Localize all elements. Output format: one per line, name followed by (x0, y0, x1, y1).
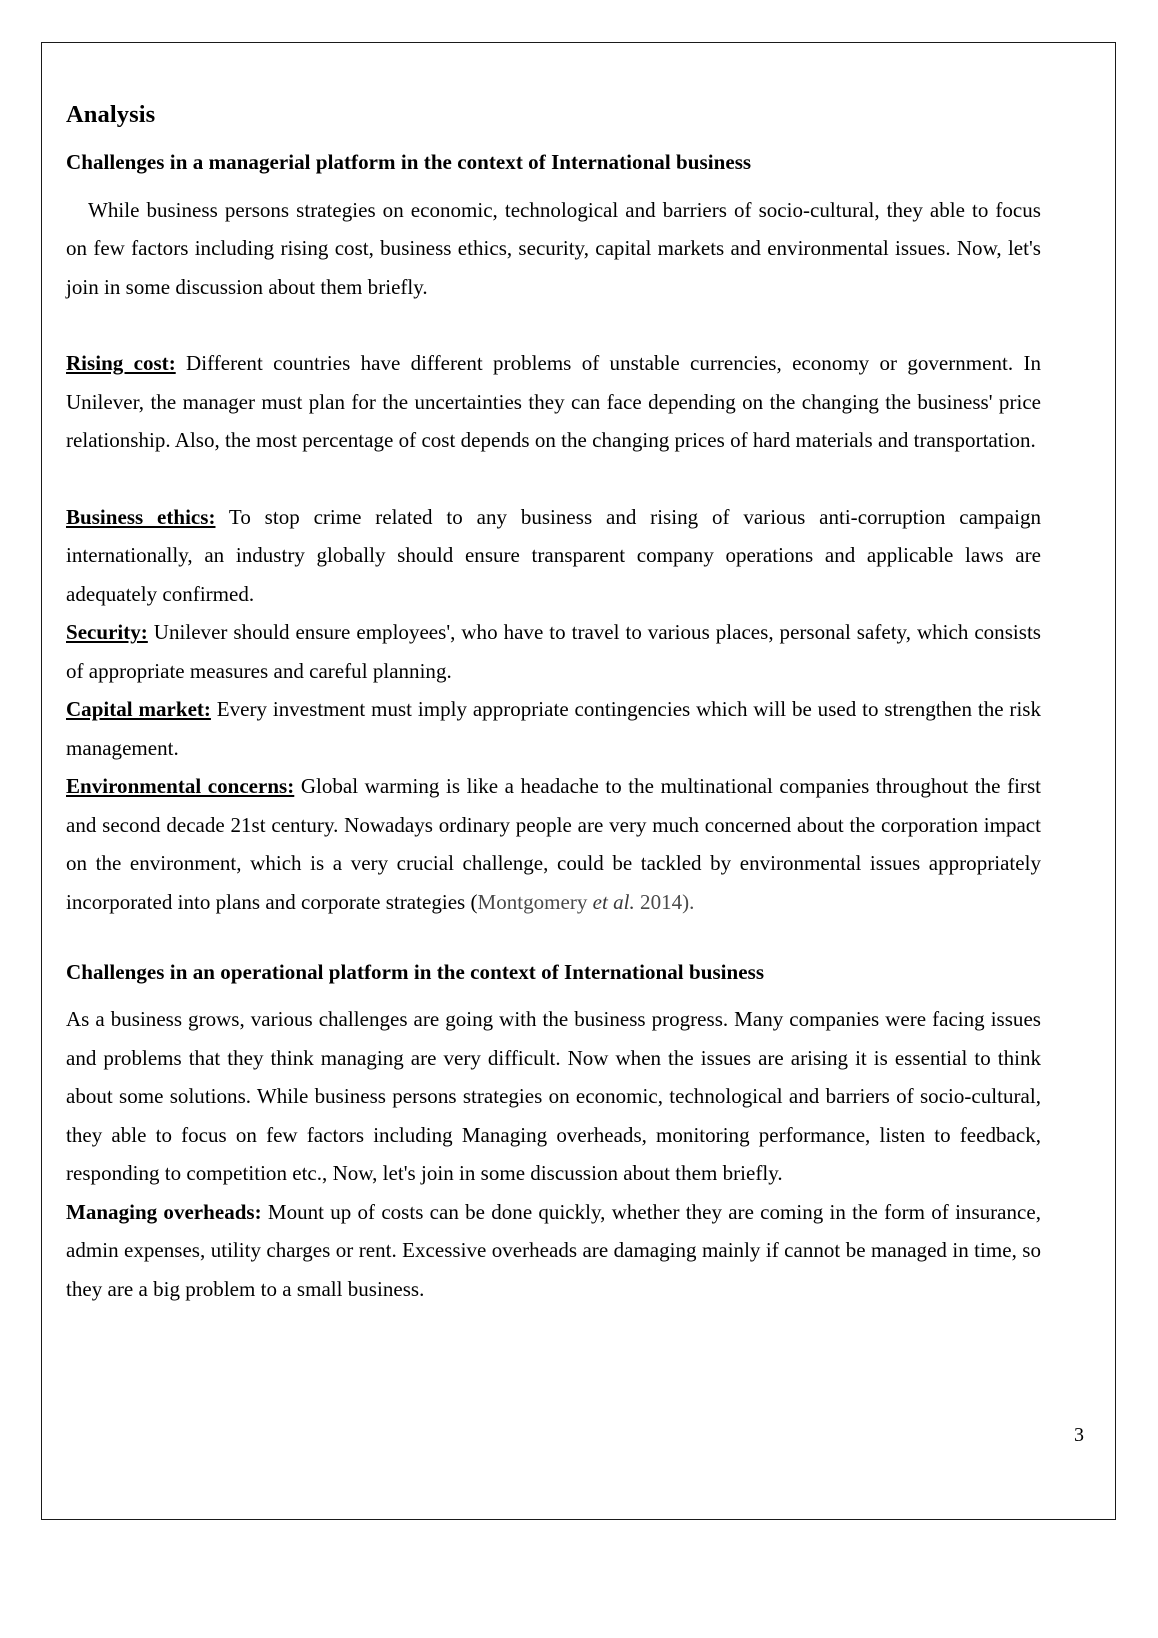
paragraph-text: Mount up of costs can be done quickly, whether they are coming in the form of insurance, admin expenses, utility charges or rent. Excessive overheads are damaging mainly if cannot be managed in time, so they are a big problem to a small business. (66, 1199, 1041, 1301)
paragraph-text: Every investment must imply appropriate contingencies which will be used to strengthen the risk management. (66, 697, 1042, 760)
paragraph-spacer (66, 306, 1041, 344)
paragraph-text: As a business grows, various challenges are going with the business progress. Many companies were facing issues and problems that they think managing are very difficult. Now when the issues are arising it is essential to think about some solutions. While business persons strategies on economic, technological and barriers of socio-cultural, they able to focus on few factors including Managing overheads, monitoring performance, listen to feedback, responding to competition etc., Now, let's join in some discussion about them briefly. (66, 1007, 1041, 1186)
lead-label-security: Security: (66, 620, 148, 645)
paragraph-text: Different countries have different problems of unstable currencies, economy or government. In Unilever, the manager must plan for the uncertainties they can face depending on the changing the business' price relationship. Also, the most percentage of cost depends on the changing prices of hard materials and transportation. (66, 351, 1041, 453)
paragraph-text: While business persons strategies on economic, technological and barriers of socio-cultural, they able to focus on few factors including rising cost, business ethics, security, capital markets and environmental issues. Now, let's join in some discussion about them briefly. (66, 197, 1041, 299)
paragraph-rising-cost (66, 344, 1041, 460)
lead-label-business-ethics: Business ethics: (66, 504, 216, 529)
lead-label-managing-overheads: Managing overheads: (66, 1199, 262, 1224)
paragraph-security (66, 613, 1041, 690)
section-heading-managerial: Challenges in a managerial platform in the context of International business (66, 150, 752, 175)
citation-author: Montgomery (477, 889, 593, 914)
section-spacer (66, 921, 1041, 959)
paragraph-spacer (66, 460, 1041, 498)
paragraph-business-ethics (66, 498, 1041, 614)
document-content (66, 100, 1041, 1308)
lead-label-capital-market: Capital market: (66, 697, 211, 722)
paragraph-text: Unilever should ensure employees', who have to travel to various places, personal safety, which consists of appropriate measures and careful planning. (66, 620, 1041, 683)
paragraph-intro-managerial (66, 191, 1041, 307)
paragraph-text: Global warming is like a headache to the multinational companies throughout the first and second decade 21st century. Nowadays ordinary people are very much concerned about the corporation impact on the environment, which is a very crucial challenge, could be tackled by environmental issues appropriately incorporated into plans and corporate strategies ( (66, 774, 1041, 914)
citation-year: 2014). (634, 889, 695, 914)
section-heading-operational: Challenges in an operational platform in the context of International business (66, 960, 765, 985)
paragraph-text: To stop crime related to any business and rising of various anti-corruption campaign internationally, an industry globally should ensure transparent company operations and applicable laws are adequately confirmed. (66, 504, 1041, 606)
paragraph-intro-operational (66, 1000, 1041, 1193)
paragraph-managing-overheads (66, 1193, 1041, 1309)
page-number: 3 (1074, 1424, 1084, 1446)
page-title: Analysis (66, 101, 156, 128)
paragraph-environmental-concerns (66, 767, 1041, 921)
citation-etal: et al. (592, 889, 635, 914)
paragraph-capital-market (66, 690, 1041, 767)
lead-label-rising-cost: Rising cost: (66, 351, 176, 376)
lead-label-environmental-concerns: Environmental concerns: (66, 774, 295, 799)
